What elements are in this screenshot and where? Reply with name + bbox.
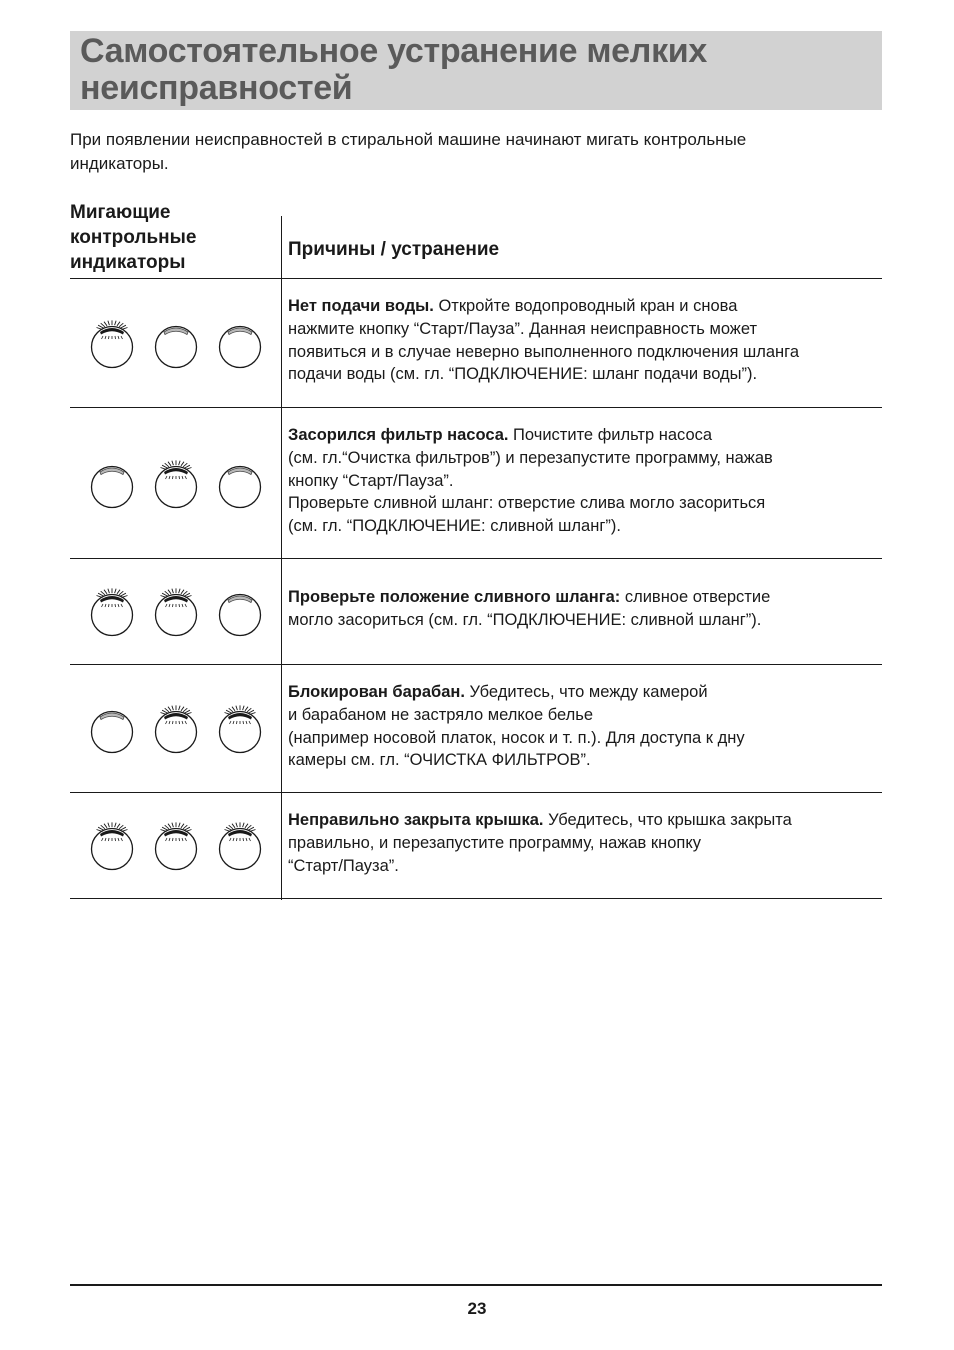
indicator-lamp-off-icon	[90, 450, 134, 510]
title-line-1: Самостоятельное устранение мелких	[80, 32, 708, 70]
page-number: 23	[467, 1299, 487, 1318]
row-text-line: Убедитесь, что между камерой	[464, 683, 708, 701]
intro-paragraph	[70, 128, 885, 176]
column-header-indicators	[70, 200, 275, 275]
row-description	[288, 809, 884, 877]
table-row	[70, 279, 882, 408]
indicator-lamps	[70, 665, 281, 792]
row-text-line: “Старт/Пауза”.	[288, 856, 399, 875]
indicator-lamp-blinking-icon	[90, 812, 134, 872]
indicator-lamp-blinking-icon	[154, 812, 198, 872]
row-text-line: и барабаном не застряло мелкое белье	[288, 705, 594, 724]
indicator-lamp-off-icon	[218, 450, 262, 510]
intro-line-1: При появлении неисправностей в стиральной машине начинают мигать контрольные	[70, 130, 747, 149]
row-description	[288, 681, 884, 772]
row-text-line: камеры см. гл. “ОЧИСТКА ФИЛЬТРОВ”.	[288, 751, 591, 770]
indicator-lamp-off-icon	[154, 310, 198, 370]
intro-line-2: индикаторы.	[70, 154, 169, 173]
table-row	[70, 559, 882, 665]
troubleshooting-table	[70, 202, 882, 899]
header-line-2: контрольные	[70, 227, 197, 248]
row-text-line: правильно, и перезапустите программу, нажав кнопку	[288, 833, 701, 852]
row-text-line: Проверьте сливной шланг: отверстие слива могло засориться	[288, 494, 766, 513]
row-text-line: нажмите кнопку “Старт/Пауза”. Данная неисправность может	[288, 319, 758, 338]
row-cause: Проверьте положение сливного шланга:	[288, 588, 621, 606]
title-line-2: неисправностей	[80, 69, 353, 107]
row-text-line: могло засориться (см. гл. “ПОДКЛЮЧЕНИЕ: сливной шланг”).	[288, 610, 762, 629]
header-line-3: индикаторы	[70, 252, 186, 273]
indicator-lamps	[70, 559, 281, 664]
title-banner	[70, 31, 882, 110]
row-text-line: (см. гл. “ПОДКЛЮЧЕНИЕ: сливной шланг”).	[288, 517, 621, 536]
page-title	[80, 33, 872, 107]
indicator-lamps	[70, 793, 281, 898]
table-header	[70, 202, 882, 279]
indicator-lamps	[70, 279, 281, 407]
row-description	[288, 295, 884, 386]
row-cause: Нет подачи воды.	[288, 297, 434, 315]
row-description	[288, 586, 884, 632]
indicator-lamp-blinking-icon	[154, 695, 198, 755]
indicator-lamps	[70, 408, 281, 558]
table-row	[70, 408, 882, 559]
row-cause: Неправильно закрыта крышка.	[288, 811, 544, 829]
row-text-line: (см. гл.“Очистка фильтров”) и перезапустите программу, нажав	[288, 448, 773, 467]
indicator-lamp-blinking-icon	[90, 310, 134, 370]
row-text-line: появиться и в случае неверно выполненного подключения шланга	[288, 342, 799, 361]
row-text-line: Почистите фильтр насоса	[508, 426, 713, 444]
row-text-line: кнопку “Старт/Пауза”.	[288, 471, 454, 490]
indicator-lamp-blinking-icon	[154, 578, 198, 638]
row-text-line: подачи воды (см. гл. “ПОДКЛЮЧЕНИЕ: шланг подачи воды”).	[288, 365, 758, 384]
indicator-lamp-off-icon	[218, 310, 262, 370]
row-cause: Блокирован барабан.	[288, 683, 465, 701]
column-header-causes: Причины / устранение	[288, 239, 500, 260]
indicator-lamp-blinking-icon	[90, 578, 134, 638]
row-text-line: сливное отверстие	[620, 588, 771, 606]
indicator-lamp-blinking-icon	[218, 695, 262, 755]
row-description	[288, 424, 884, 538]
table-row	[70, 665, 882, 793]
row-cause: Засорился фильтр насоса.	[288, 426, 509, 444]
indicator-lamp-off-icon	[90, 695, 134, 755]
header-line-1: Мигающие	[70, 202, 171, 223]
footer-rule	[70, 1284, 882, 1286]
indicator-lamp-blinking-icon	[218, 812, 262, 872]
row-text-line: Убедитесь, что крышка закрыта	[543, 811, 792, 829]
table-row	[70, 793, 882, 899]
indicator-lamp-blinking-icon	[154, 450, 198, 510]
indicator-lamp-off-icon	[218, 578, 262, 638]
row-text-line: Откройте водопроводный кран и снова	[433, 297, 738, 315]
row-text-line: (например носовой платок, носок и т. п.). Для доступа к дну	[288, 728, 745, 747]
